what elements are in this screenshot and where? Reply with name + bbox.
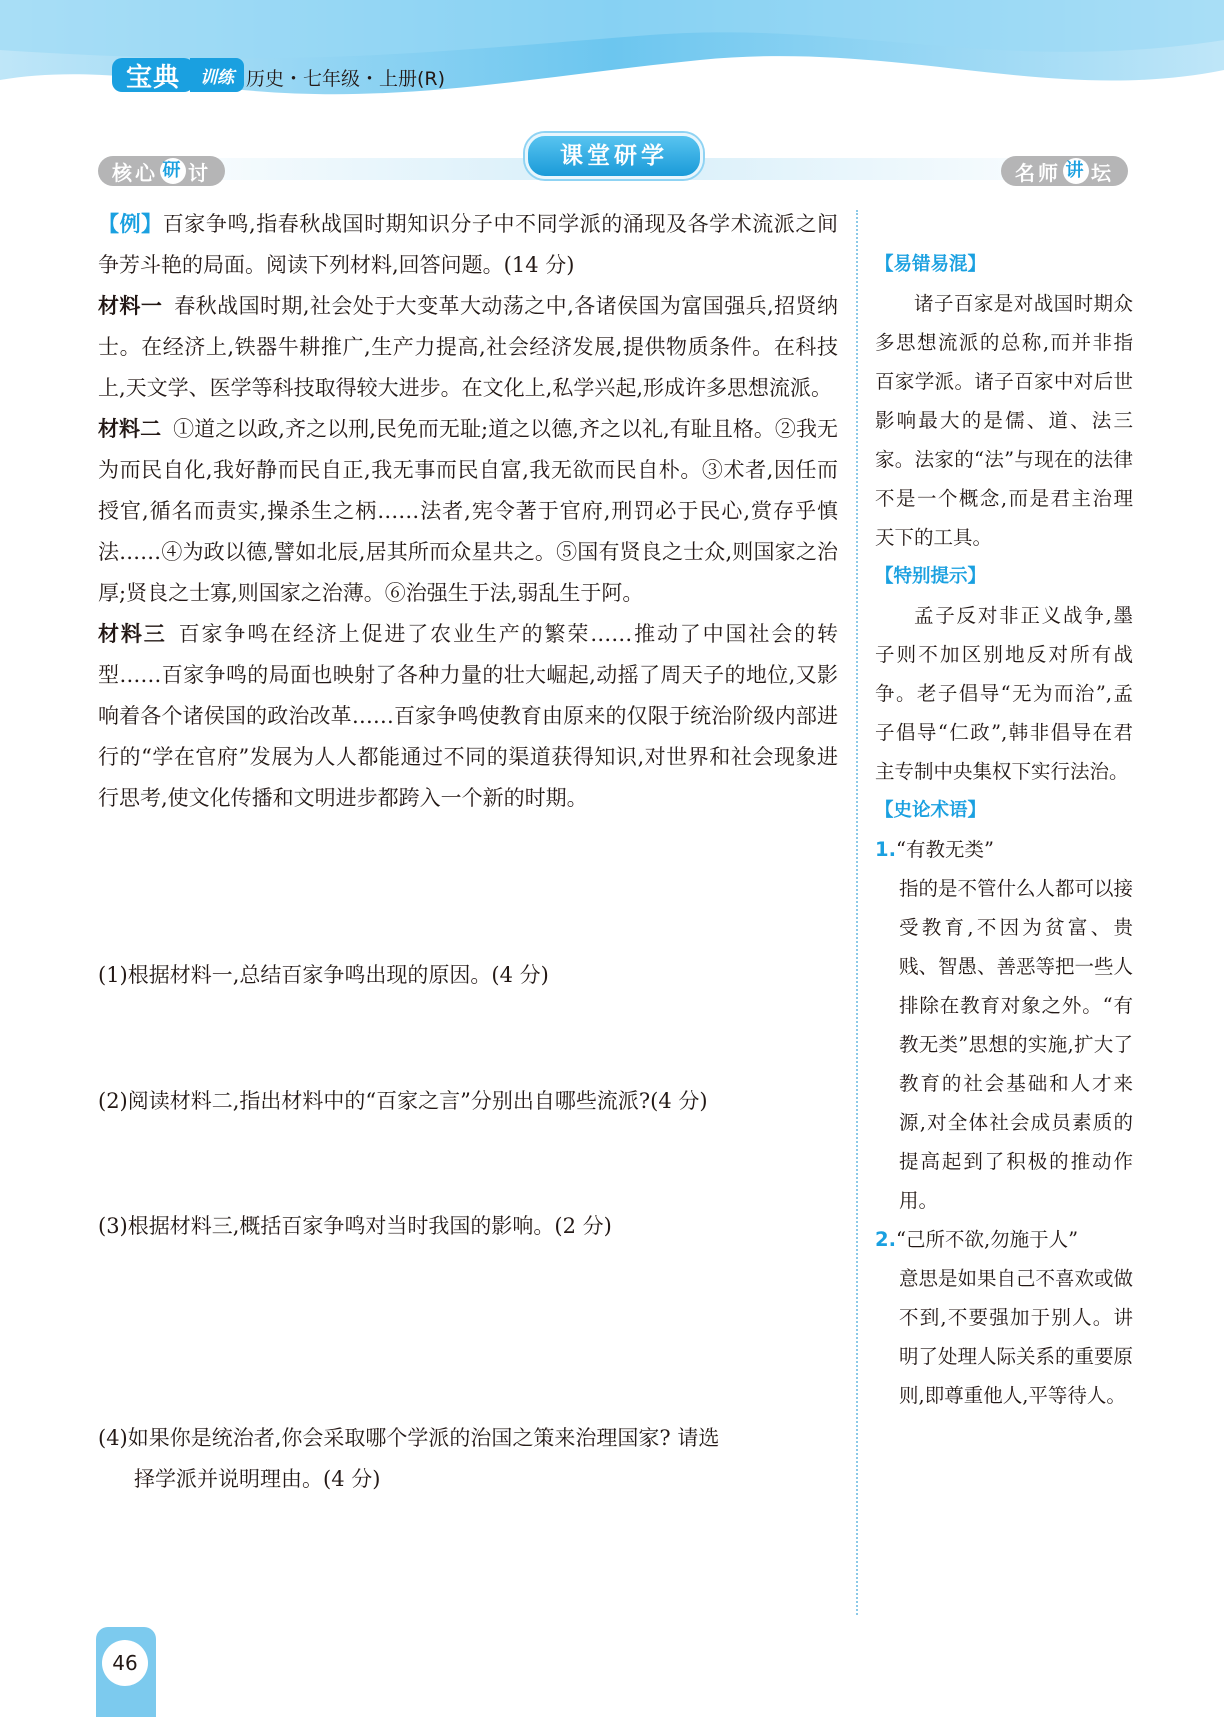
brand-sub-label: 训练 [190, 58, 244, 92]
term-title-text: “己所不欲,勿施于人” [895, 1228, 1079, 1251]
header-wave-banner [0, 0, 1224, 110]
term-explanation: 意思是如果自己不喜欢或做不到,不要强加于别人。讲明了处理人际关系的重要原则,即尊重他人,平等待人。 [899, 1267, 1134, 1407]
sidebar-notes [875, 245, 1133, 1415]
term-number: 2. [875, 1228, 896, 1251]
example-text: 百家争鸣,指春秋战国时期知识分子中不同学派的涌现及各学术流派之间争芳斗艳的局面。阅读下列材料,回答问题。(14 分) [98, 212, 838, 277]
section-label-left-highlight: 研 [160, 158, 186, 184]
sidebar-heading-tebie: 【特别提示】 [875, 566, 987, 587]
material-paragraph [98, 614, 838, 819]
material-label: 材料一 [98, 294, 163, 318]
material-paragraph [98, 409, 838, 614]
page-number: 46 [102, 1640, 148, 1686]
brand-name: 宝典 [112, 58, 194, 92]
material-label: 材料三 [98, 622, 167, 646]
sidebar-heading-shilun: 【史论术语】 [875, 800, 987, 821]
term-explanation: 指的是不管什么人都可以接受教育,不因为贫富、贵贱、智愚、善恶等把一些人排除在教育对象之外。“有教无类”思想的实施,扩大了教育的社会基础和人才来源,对全体社会成员素质的提高起到了积极的推动作用。 [899, 877, 1134, 1212]
main-content [98, 204, 838, 819]
term-number: 1. [875, 838, 896, 861]
material-paragraph [98, 286, 838, 409]
section-label-right-b: 坛 [1091, 160, 1114, 185]
term-title [875, 1220, 1133, 1259]
brand-logo [112, 58, 244, 92]
question-4-line2: 择学派并说明理由。(4 分) [134, 1467, 381, 1491]
question-4 [98, 1418, 838, 1500]
material-text: 百家争鸣在经济上促进了农业生产的繁荣……推动了中国社会的转型……百家争鸣的局面也映射了各种力量的壮大崛起,动摇了周天子的地位,又影响着各个诸侯国的政治改革……百家争鸣使教育由原来的仅限于统治阶级内部进行的“学在官府”发展为人人都能通过不同的渠道获得知识,对世界和社会现象进行思考,使文化传播和文明进步都跨入一个新的时期。 [98, 622, 839, 810]
section-label-left [98, 156, 225, 186]
sidebar-text-yicuo: 诸子百家是对战国时期众多思想流派的总称,而并非指百家学派。诸子百家中对后世影响最大的是儒、道、法三家。法家的“法”与现在的法律不是一个概念,而是君主治理天下的工具。 [875, 292, 1133, 549]
section-label-left-b: 讨 [188, 160, 211, 185]
question-3: (3)根据材料三,概括百家争鸣对当时我国的影响。(2 分) [98, 1214, 612, 1238]
sidebar-text-tebie: 孟子反对非正义战争,墨子则不加区别地反对所有战争。老子倡导“无为而治”,孟子倡导“仁政”,韩非倡导在君主专制中央集权下实行法治。 [875, 604, 1133, 783]
term-title-text: “有教无类” [895, 838, 994, 861]
material-label: 材料二 [98, 417, 162, 441]
book-title: 历史・七年级・上册(R) [246, 68, 446, 90]
section-label-right-highlight: 讲 [1063, 158, 1089, 184]
material-text: ①道之以政,齐之以刑,民免而无耻;道之以德,齐之以礼,有耻且格。②我无为而民自化,我好静而民自正,我无事而民自富,我无欲而民自朴。③术者,因任而授官,循名而责实,操杀生之柄……法者,宪令著于官府,刑罚必于民心,赏存乎慎法……④为政以德,譬如北辰,居其所而众星共之。⑤国有贤良之士众,则国家之治厚;贤良之士寡,则国家之治薄。⑥治强生于法,弱乱生于阿。 [98, 417, 839, 605]
question-2: (2)阅读材料二,指出材料中的“百家之言”分别出自哪些流派?(4 分) [98, 1089, 708, 1113]
section-label-left-a: 核心 [112, 160, 158, 185]
question-4-line1: (4)如果你是统治者,你会采取哪个学派的治国之策来治理国家? 请选 [98, 1426, 720, 1450]
section-label-right-a: 名师 [1015, 160, 1061, 185]
term-title [875, 830, 1133, 869]
section-title: 课堂研学 [525, 133, 703, 179]
section-label-right [1001, 156, 1128, 186]
question-1: (1)根据材料一,总结百家争鸣出现的原因。(4 分) [98, 963, 549, 987]
example-paragraph [98, 204, 838, 286]
column-divider [856, 210, 858, 1615]
sidebar-heading-yicuo: 【易错易混】 [875, 254, 987, 275]
example-tag: 【例】 [98, 212, 163, 236]
material-text: 春秋战国时期,社会处于大变革大动荡之中,各诸侯国为富国强兵,招贤纳士。在经济上,铁器牛耕推广,生产力提高,社会经济发展,提供物质条件。在科技上,天文学、医学等科技取得较大进步。在文化上,私学兴起,形成许多思想流派。 [98, 294, 839, 400]
